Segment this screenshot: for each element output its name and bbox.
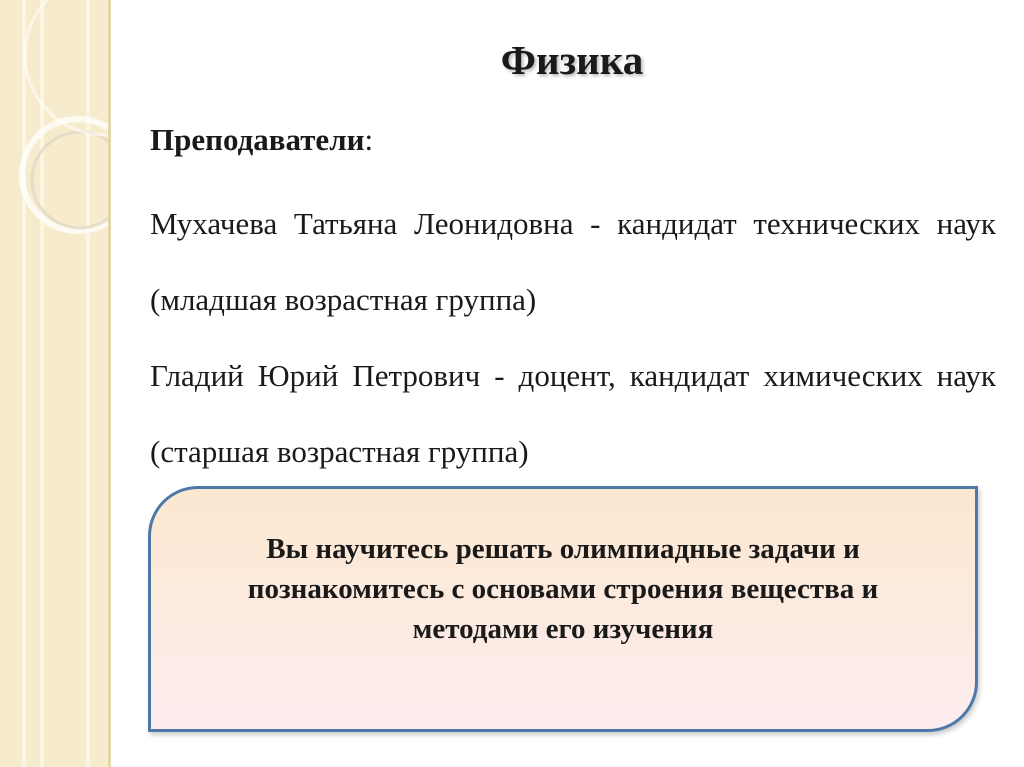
teachers-heading	[150, 122, 373, 158]
teachers-label: Преподаватели	[150, 122, 365, 157]
callout-box	[148, 486, 978, 732]
decorative-side-band	[0, 0, 111, 767]
decorative-circles-icon	[0, 0, 108, 300]
teacher-2-text: Гладий Юрий Петрович - доцент, кандидат химических наук (старшая возрастная группа)	[150, 358, 996, 469]
teachers-colon: :	[364, 122, 374, 157]
teacher-1-text: Мухачева Татьяна Леонидовна - кандидат технических наук (младшая возрастная группа)	[150, 206, 996, 317]
slide-title: Физика	[500, 37, 644, 83]
callout-text: Вы научитесь решать олимпиадные задачи и познакомитесь с основами строения вещества и методами его изучения	[247, 533, 879, 645]
